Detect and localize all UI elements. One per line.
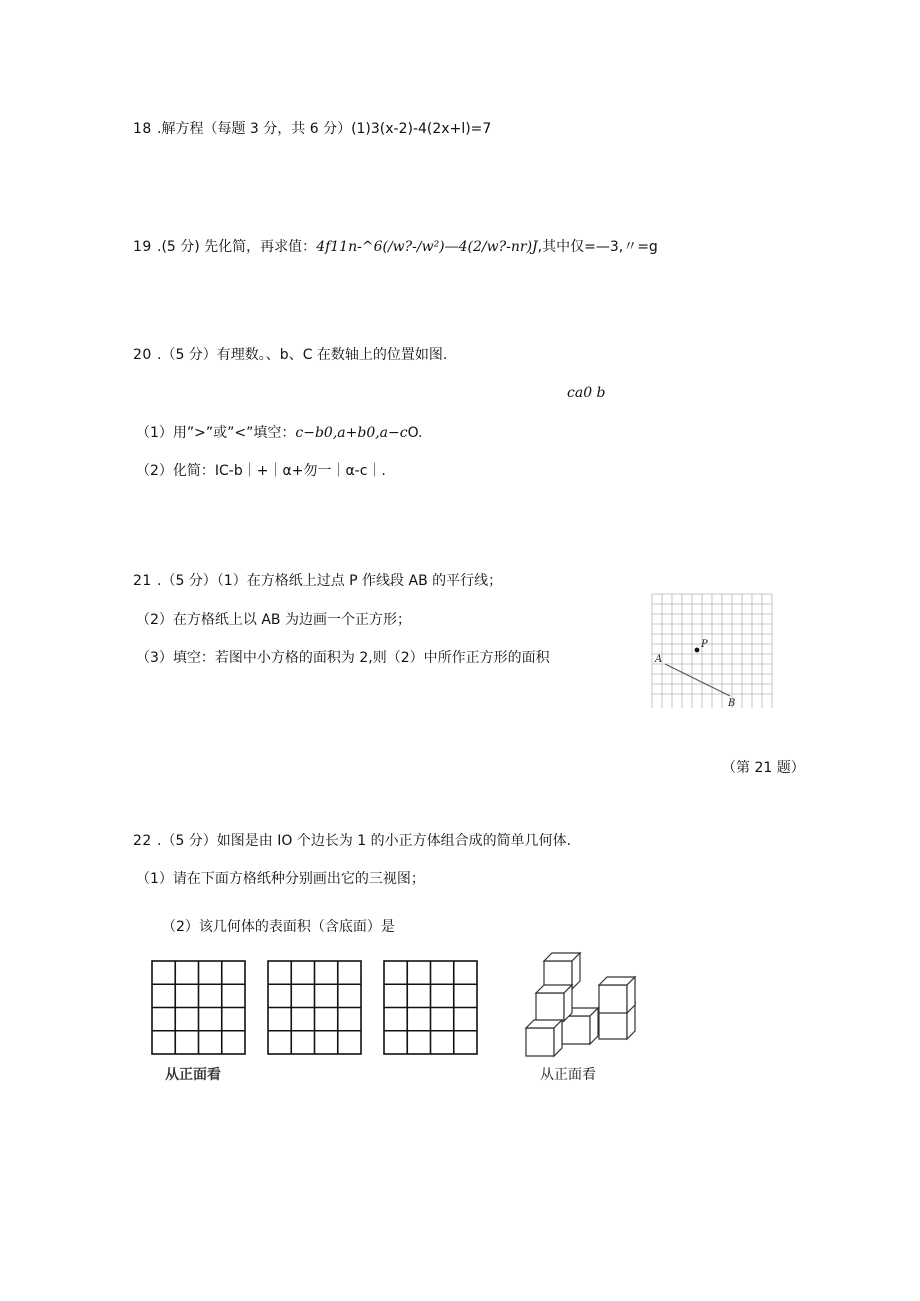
number-line-label: ca0 b (567, 385, 606, 401)
cube-solid-figure (522, 948, 642, 1063)
q20-part1-prefix: （1）用”>”或”<”填空： (136, 425, 296, 441)
q21-line2: （2）在方格纸上以 AB 为边画一个正方形； (136, 612, 411, 628)
q19-number: 19 (133, 239, 152, 255)
view-grid-front[interactable] (151, 960, 247, 1056)
segment-ab (665, 664, 730, 696)
cube-stack-right (599, 977, 635, 1039)
q21-grid-figure (651, 592, 775, 712)
q20-intro: .（5 分）有理数。、b、C 在数轴上的位置如图. (157, 347, 448, 363)
view-grid-left[interactable] (267, 960, 363, 1056)
q19-suffix: ,其中仅=—3,〃=g (537, 239, 658, 255)
q21-grid (652, 594, 772, 708)
q20-part1 (136, 424, 423, 442)
q19-expression: 4f11n-^6(∕w?-∕w²)—4(2∕w?-nr)J (316, 239, 538, 255)
q18-number: 18 (133, 121, 152, 137)
solid-caption: 从正面看 (540, 1067, 596, 1083)
q20-number: 20 (133, 347, 152, 363)
q21-line3: （3）填空：若图中小方格的面积为 2,则（2）中所作正方形的面积 (136, 650, 550, 666)
q22-line2: （1）请在下面方格纸种分别画出它的三视图； (136, 871, 425, 887)
grid-caption: 从正面看 (165, 1067, 221, 1083)
q21-line1: .（5 分）（1）在方格纸上过点 P 作线段 AB 的平行线； (157, 573, 503, 589)
q21-caption: （第 21 题） (722, 760, 805, 776)
label-a: A (655, 654, 663, 665)
view-grid-top[interactable] (383, 960, 479, 1056)
q18-text: .解方程（每题 3 分，共 6 分）(1)3(x-2)-4(2x+l)=7 (157, 121, 492, 137)
q19-prefix: .(5 分) 先化简，再求值： (157, 239, 317, 255)
q21-number: 21 (133, 573, 152, 589)
q22-line3: （2）该几何体的表面积（含底面）是 (162, 919, 395, 935)
point-p (695, 648, 700, 653)
q19-text (157, 238, 658, 256)
q22-number: 22 (133, 833, 152, 849)
q20-part2: （2）化简：IC-b｜+｜α+勿一｜α-c｜. (136, 463, 386, 479)
label-p: P (701, 639, 708, 650)
label-b: B (728, 698, 736, 709)
q20-part1-expression: c−b0,a+b0,a−c (295, 425, 408, 441)
q22-line1: .（5 分）如图是由 IO 个边长为 1 的小正方体组合成的简单几何体. (157, 833, 572, 849)
q20-part1-end: O. (407, 425, 423, 441)
